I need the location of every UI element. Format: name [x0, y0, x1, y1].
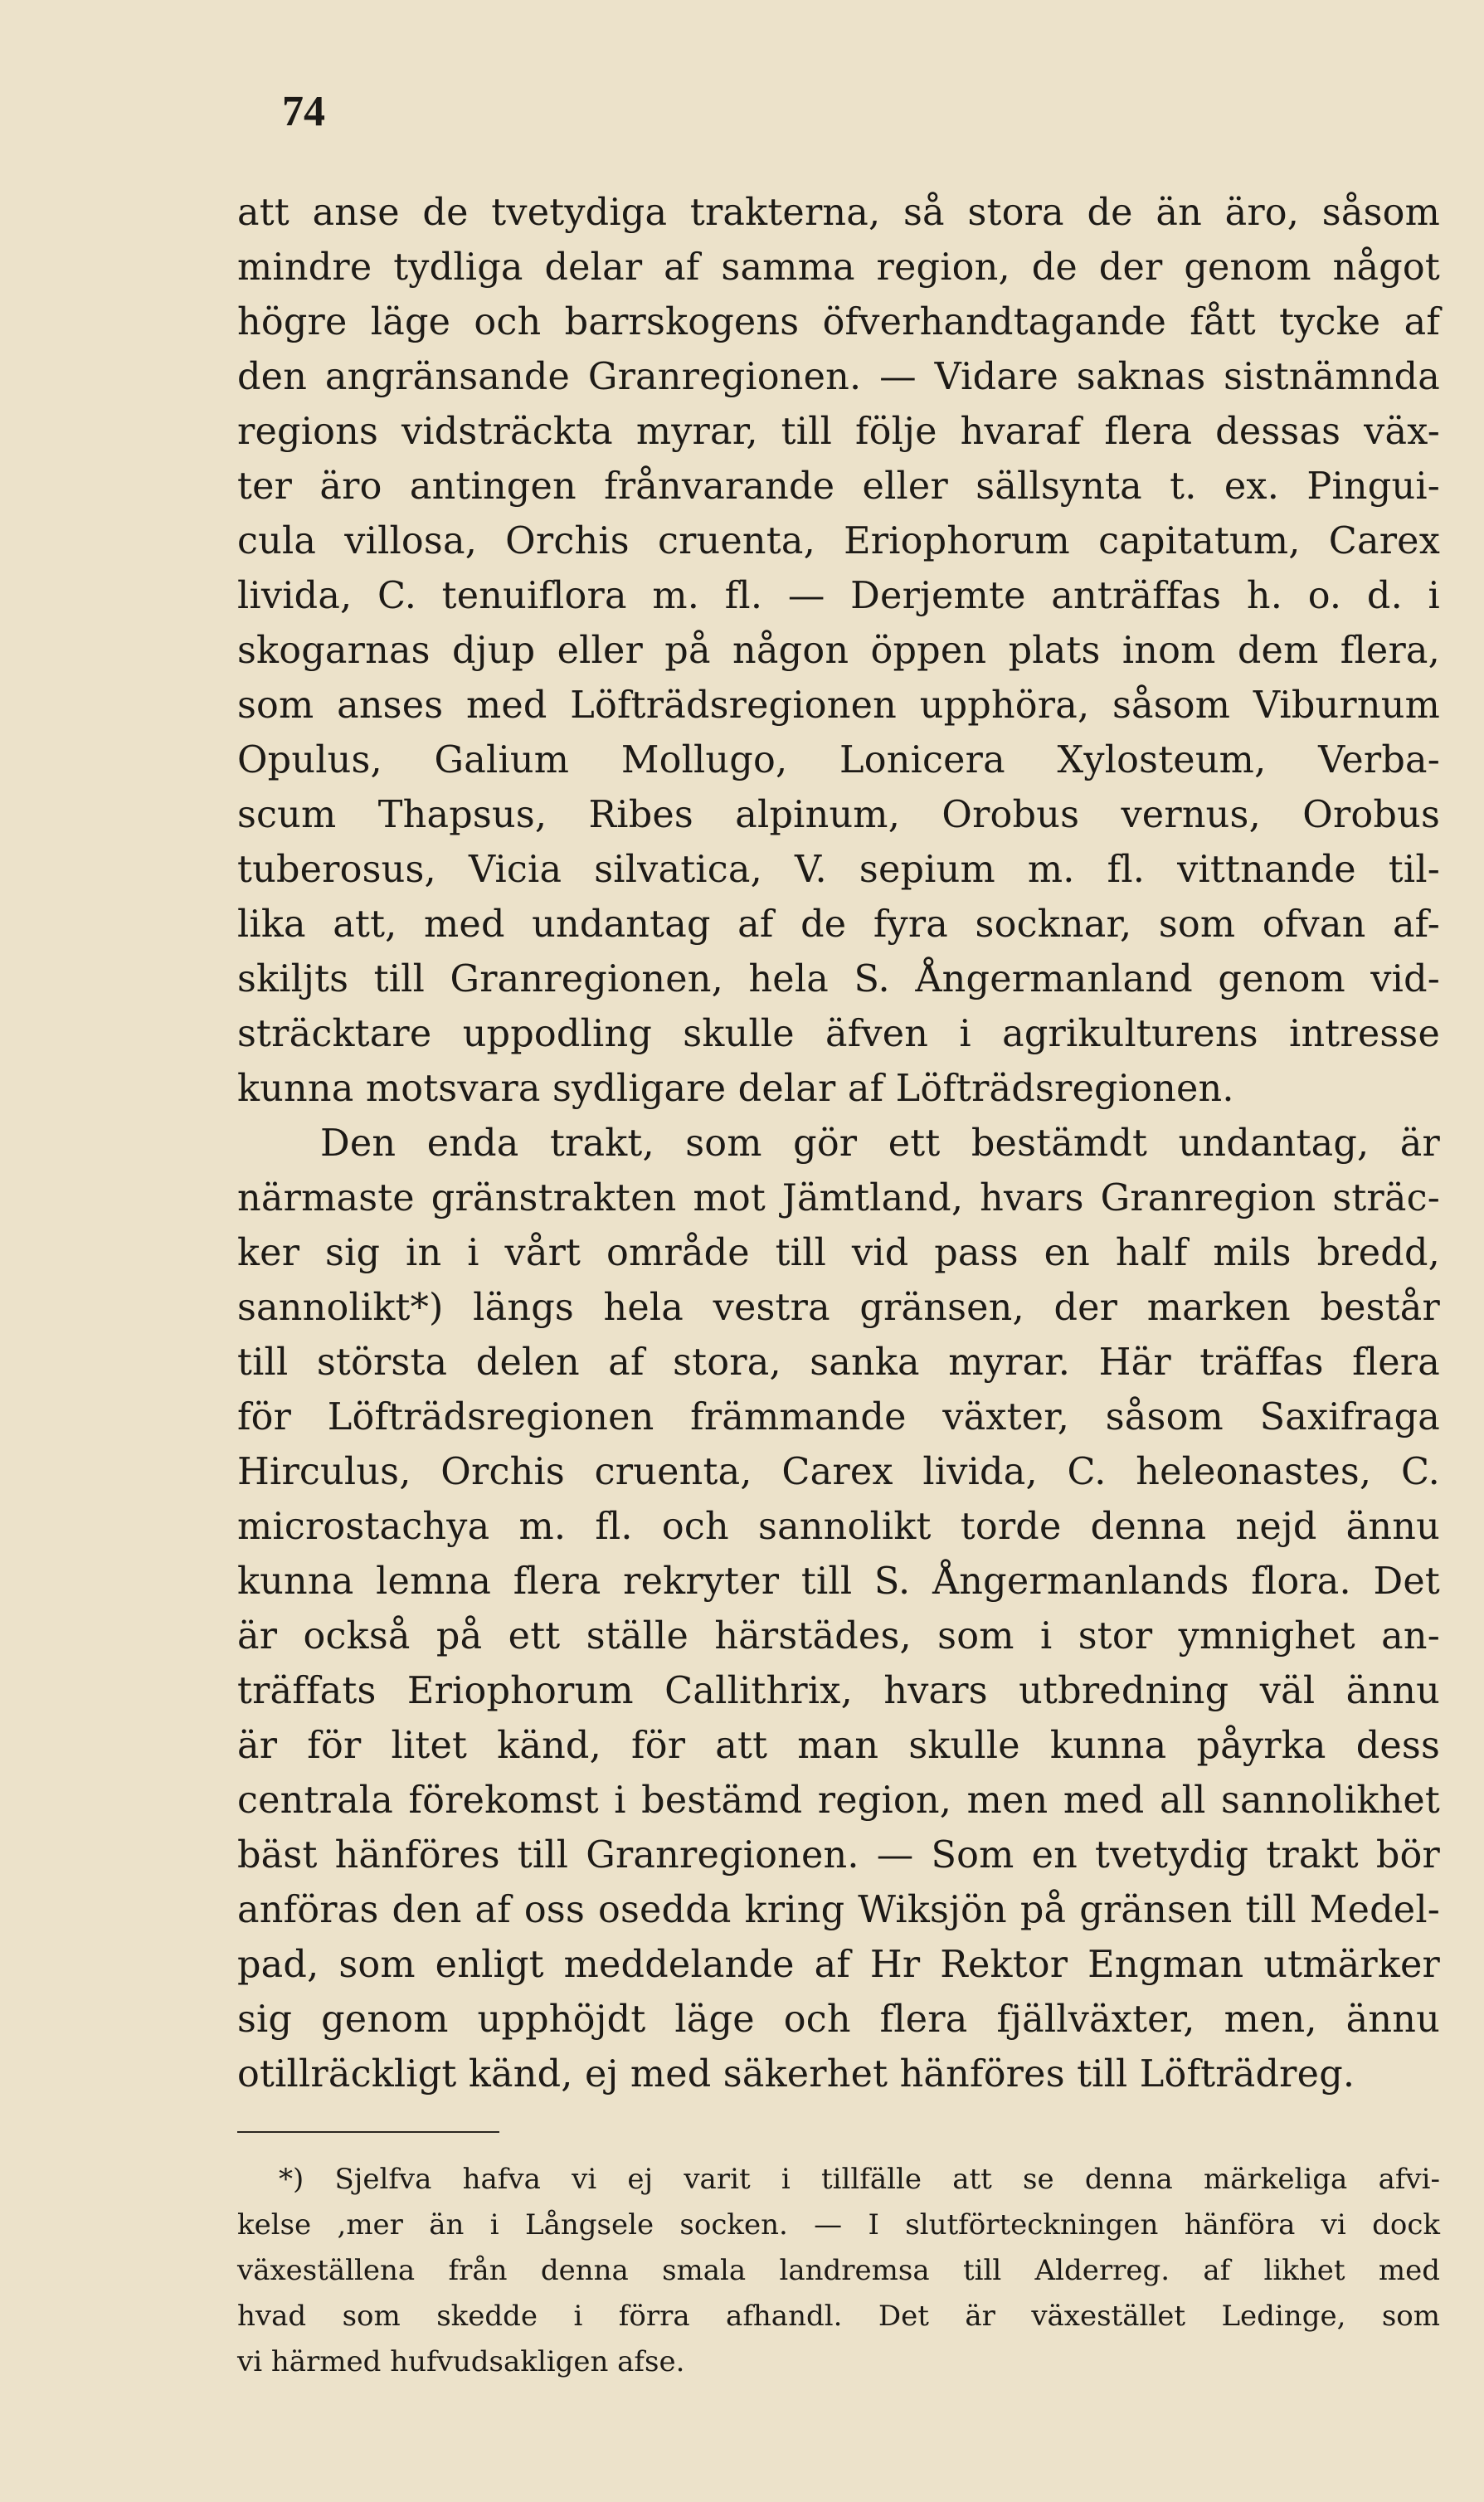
- text-line: sannolikt*) längs hela vestra gränsen, der marken består: [237, 1287, 1440, 1329]
- text-line: närmaste gränstrakten mot Jämtland, hvars Granregion sträc-: [237, 1177, 1440, 1219]
- text-line: centrala förekomst i bestämd region, men med all sannolikhet: [237, 1779, 1440, 1822]
- text-line: högre läge och barrskogens öfverhandtagande fått tycke af: [237, 301, 1440, 343]
- footnote-line: hvad som skedde i förra afhandl. Det är växestället Ledinge, som: [237, 2300, 1440, 2333]
- text-line: pad, som enligt meddelande af Hr Rektor Engman utmärker: [237, 1944, 1440, 1986]
- text-line: Den enda trakt, som gör ett bestämdt undantag, är: [320, 1122, 1440, 1165]
- text-line: scum Thapsus, Ribes alpinum, Orobus vernus, Orobus: [237, 794, 1440, 836]
- text-line: kunna motsvara sydligare delar af Löfträdsregionen.: [237, 1068, 1234, 1110]
- text-line: sig genom upphöjdt läge och flera fjällväxter, men, ännu: [237, 1998, 1440, 2041]
- footnote-separator: [237, 2131, 499, 2133]
- footnote-line: *) Sjelfva hafva vi ej varit i tillfälle att se denna märkeliga afvi-: [279, 2163, 1440, 2196]
- footnote: [237, 2157, 1440, 2385]
- text-line: ker sig in i vårt område till vid pass en half mils bredd,: [237, 1232, 1440, 1274]
- footnote-line: kelse ,mer än i Långsele socken. — I slutförteckningen hänföra vi dock: [237, 2208, 1440, 2242]
- text-line: anföras den af oss osedda kring Wiksjön på gränsen till Medel-: [237, 1889, 1440, 1931]
- text-line: otillräckligt känd, ej med säkerhet hänföres till Löfträdreg.: [237, 2053, 1355, 2096]
- text-line: Opulus, Galium Mollugo, Lonicera Xylosteum, Verba-: [237, 739, 1440, 781]
- text-line: livida, C. tenuiflora m. fl. — Derjemte anträffas h. o. d. i: [237, 575, 1440, 617]
- text-line: till största delen af stora, sanka myrar. Här träffas flera: [237, 1341, 1440, 1384]
- text-line: Hirculus, Orchis cruenta, Carex livida, C. heleonastes, C.: [237, 1451, 1440, 1493]
- text-line: bäst hänföres till Granregionen. — Som en tvetydig trakt bör: [237, 1834, 1440, 1876]
- text-line: träffats Eriophorum Callithrix, hvars utbredning väl ännu: [237, 1670, 1440, 1712]
- text-line: för Löfträdsregionen främmande växter, såsom Saxifraga: [237, 1396, 1440, 1438]
- text-line: att anse de tvetydiga trakterna, så stora de än äro, såsom: [237, 192, 1440, 234]
- page-number: 74: [282, 88, 325, 135]
- text-line: skiljts till Granregionen, hela S. Ångermanland genom vid-: [237, 958, 1440, 1000]
- text-line: mindre tydliga delar af samma region, de der genom något: [237, 246, 1440, 289]
- text-line: lika att, med undantag af de fyra socknar, som ofvan af-: [237, 903, 1440, 946]
- text-line: sträcktare uppodling skulle äfven i agrikulturens intresse: [237, 1013, 1440, 1055]
- text-line: är också på ett ställe härstädes, som i stor ymnighet an-: [237, 1615, 1440, 1657]
- text-line: den angränsande Granregionen. — Vidare saknas sistnämnda: [237, 356, 1440, 398]
- text-line: skogarnas djup eller på någon öppen plats inom dem flera,: [237, 630, 1440, 672]
- text-line: microstachya m. fl. och sannolikt torde denna nejd ännu: [237, 1506, 1440, 1548]
- footnote-line: vi härmed hufvudsakligen afse.: [237, 2345, 685, 2378]
- text-line: cula villosa, Orchis cruenta, Eriophorum capitatum, Carex: [237, 520, 1440, 562]
- text-line: är för litet känd, för att man skulle kunna påyrka dess: [237, 1725, 1440, 1767]
- text-line: ter äro antingen frånvarande eller sällsynta t. ex. Pingui-: [237, 465, 1440, 508]
- text-line: som anses med Löfträdsregionen upphöra, såsom Viburnum: [237, 684, 1440, 727]
- text-line: regions vidsträckta myrar, till följe hvaraf flera dessas väx-: [237, 411, 1440, 453]
- footnote-line: växeställena från denna smala landremsa till Alderreg. af likhet med: [237, 2254, 1440, 2287]
- text-line: kunna lemna flera rekryter till S. Ångermanlands flora. Det: [237, 1560, 1440, 1603]
- body-text: [237, 186, 1440, 2102]
- text-line: tuberosus, Vicia silvatica, V. sepium m. fl. vittnande til-: [237, 849, 1440, 891]
